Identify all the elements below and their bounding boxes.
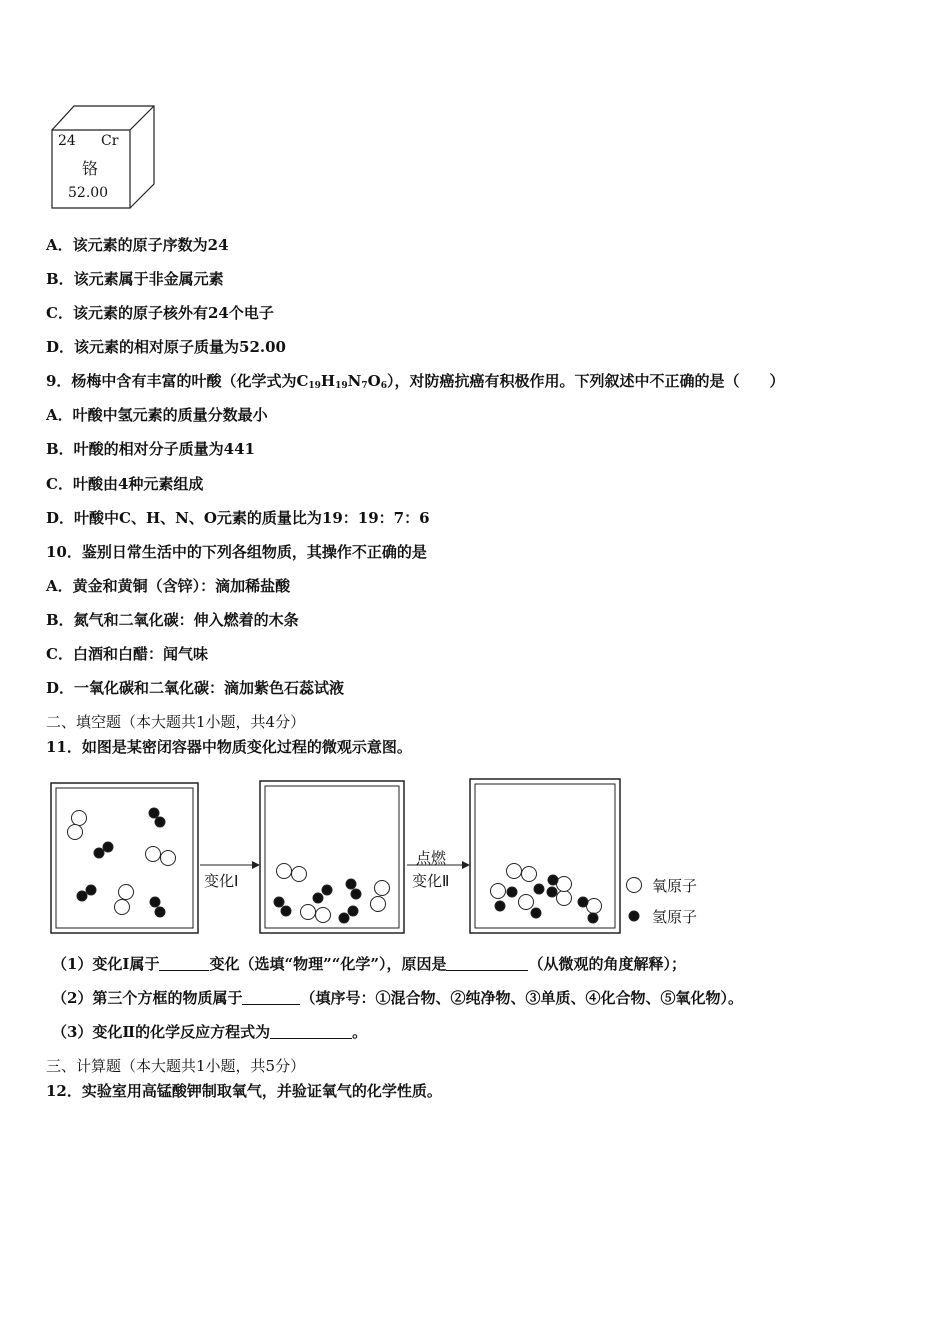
legend-oxygen-atom: 氧原子	[652, 877, 698, 895]
legend-hydrogen-atom: 氢原子	[652, 908, 698, 926]
q8-option-a: A．该元素的原子序数为24	[46, 236, 229, 254]
q10-stem: 10．鉴别日常生活中的下列各组物质，其操作不正确的是	[46, 543, 427, 561]
q12-stem: 12．实验室用高锰酸钾制取氧气，并验证氧气的化学性质。	[46, 1082, 442, 1100]
q11-sub-1: （1）变化Ⅰ属于 变化（选填“物理”“化学”），原因是 （从微观的角度解释）；	[52, 955, 686, 973]
element-number: 24	[58, 133, 76, 149]
q10-option-d: D．一氧化碳和二氧化碳：滴加紫色石蕊试液	[46, 679, 345, 697]
element-card	[46, 104, 161, 218]
q9-stem: 9．杨梅中含有丰富的叶酸（化学式为$C_{19}H_{19}N_7O_6$），对防癌抗癌有积极作用。下列叙述中不正确的是（ ）	[46, 372, 785, 391]
q11-stem: 11．如图是某密闭容器中物质变化过程的微观示意图。	[46, 738, 412, 756]
element-name: 铬	[82, 159, 99, 178]
q9-option-b: B．叶酸的相对分子质量为441	[46, 440, 255, 458]
q11-sub-3: （3）变化Ⅱ的化学反应方程式为 。	[52, 1023, 368, 1041]
element-mass: 52.00	[68, 185, 109, 201]
arrow-label-change-2: 变化Ⅱ	[412, 872, 450, 890]
section-2-heading: 二、填空题（本大题共1小题，共4分）	[46, 713, 306, 731]
q8-option-d: D．该元素的相对原子质量为52.00	[46, 338, 286, 356]
q8-option-b: B．该元素属于非金属元素	[46, 270, 224, 288]
q10-option-b: B．氮气和二氧化碳：伸入燃着的木条	[46, 611, 299, 629]
q10-option-c: C．白酒和白醋：闻气味	[46, 645, 208, 663]
micro-diagram	[50, 778, 770, 942]
section-3-heading: 三、计算题（本大题共1小题，共5分）	[46, 1057, 306, 1075]
answer-blank[interactable]	[270, 1024, 352, 1039]
q9-option-d: D．叶酸中C、H、N、O元素的质量比为19：19：7：6	[46, 509, 430, 527]
q9-option-c: C．叶酸由4种元素组成	[46, 475, 204, 493]
arrow-label-change-1: 变化Ⅰ	[204, 872, 239, 890]
q9-option-a: A．叶酸中氢元素的质量分数最小	[46, 406, 268, 424]
q8-option-c: C．该元素的原子核外有24个电子	[46, 304, 274, 322]
answer-blank[interactable]	[446, 956, 528, 971]
element-symbol: Cr	[101, 133, 119, 149]
answer-blank[interactable]	[159, 956, 209, 971]
q11-sub-2: （2）第三个方框的物质属于 （填序号：①混合物、②纯净物、③单质、④化合物、⑤氧化物）。	[52, 989, 743, 1007]
arrow-label-ignite: 点燃	[416, 849, 447, 867]
q10-option-a: A．黄金和黄铜（含锌）：滴加稀盐酸	[46, 577, 291, 595]
answer-blank[interactable]	[242, 990, 300, 1005]
